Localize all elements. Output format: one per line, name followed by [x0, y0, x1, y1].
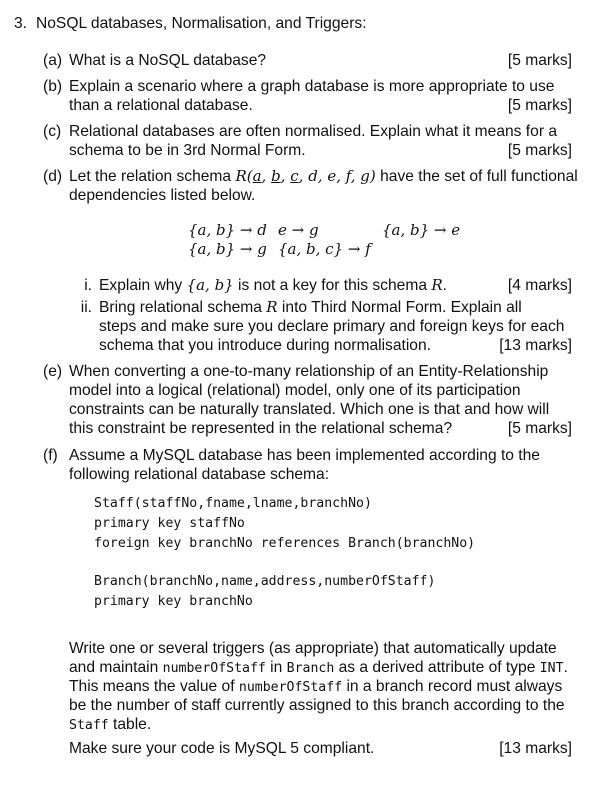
- fd-1: {a, b} → d: [188, 221, 267, 239]
- part-c-label: (c): [43, 123, 62, 140]
- fd-5: {a, b, c} → f: [278, 240, 371, 258]
- part-d-ii-marks: [13 marks]: [499, 337, 572, 354]
- part-d-ii-line2: steps and make sure you declare primary and foreign keys for each: [99, 318, 565, 335]
- part-f-p4: be the number of staff currently assigned to this branch according to the: [69, 697, 565, 714]
- part-b-line1: Explain a scenario where a graph database is more appropriate to use: [69, 78, 555, 95]
- part-d-line1: Let the relation schema R(a, b, c, d, e, f, g) have the set of full functional: [69, 167, 578, 185]
- part-e-line3: constraints can be naturally translated. Which one is that and how will: [69, 401, 550, 418]
- part-d-label: (d): [43, 168, 63, 185]
- part-f-line1: Assume a MySQL database has been implemented according to the: [69, 447, 540, 464]
- part-f-p1: Write one or several triggers (as appropriate) that automatically update: [69, 640, 557, 657]
- code-line-staff-fk: foreign key branchNo references Branch(branchNo): [94, 536, 476, 551]
- code-line-branch-pk: primary key branchNo: [94, 594, 253, 609]
- part-d-ii-line1: Bring relational schema R into Third Normal Form. Explain all: [99, 298, 522, 316]
- part-e-marks: [5 marks]: [507, 420, 572, 437]
- part-a-label: (a): [43, 52, 63, 69]
- fd-4: {a, b} → g: [188, 240, 267, 258]
- part-e-line1: When converting a one-to-many relationship of an Entity-Relationship: [69, 363, 549, 380]
- question-title: NoSQL databases, Normalisation, and Triggers:: [36, 15, 367, 32]
- question-number: 3.: [14, 15, 28, 32]
- code-line-staff-pk: primary key staffNo: [94, 516, 245, 531]
- part-f-p2: and maintain numberOfStaff in Branch as a derived attribute of type INT.: [69, 659, 568, 676]
- code-line-branch: Branch(branchNo,name,address,numberOfStaff): [94, 574, 436, 589]
- part-e-line2: model into a logical (relational) model, only one of its participation: [69, 382, 521, 399]
- part-a-text: What is a NoSQL database?: [69, 52, 267, 69]
- part-d-i-marks: [4 marks]: [507, 277, 572, 294]
- part-e-line4: this constraint be represented in the relational schema?: [69, 420, 453, 437]
- part-d-i-label: i.: [84, 277, 92, 294]
- fd-3: {a, b} → e: [382, 221, 461, 239]
- part-f-p3: This means the value of numberOfStaff in a branch record must always: [69, 678, 563, 695]
- fd-2: e → g: [278, 221, 319, 239]
- part-a-marks: [5 marks]: [507, 52, 572, 69]
- part-f-label: (f): [43, 447, 58, 464]
- part-b-label: (b): [43, 78, 63, 95]
- part-c-line1: Relational databases are often normalised. Explain what it means for a: [69, 123, 558, 140]
- part-d-ii-label: ii.: [80, 299, 92, 316]
- part-f-line2: following relational database schema:: [69, 466, 330, 483]
- part-f-marks: [13 marks]: [499, 740, 572, 757]
- part-e-label: (e): [43, 363, 63, 380]
- part-d-i-text: Explain why {a, b} is not a key for this schema R.: [99, 276, 447, 294]
- part-c-marks: [5 marks]: [507, 142, 572, 159]
- code-line-staff: Staff(staffNo,fname,lname,branchNo): [94, 496, 372, 511]
- part-c-line2: schema to be in 3rd Normal Form.: [69, 142, 306, 159]
- part-b-marks: [5 marks]: [507, 97, 572, 114]
- part-f-p5: Staff table.: [69, 716, 152, 733]
- schema-r: R(a, b, c, d, e, f, g): [235, 167, 376, 185]
- part-f-p6: Make sure your code is MySQL 5 compliant.: [69, 740, 375, 757]
- part-b-line2: than a relational database.: [69, 97, 253, 114]
- part-d-line2: dependencies listed below.: [69, 187, 256, 204]
- part-d-ii-line3: schema that you introduce during normalisation.: [99, 337, 431, 354]
